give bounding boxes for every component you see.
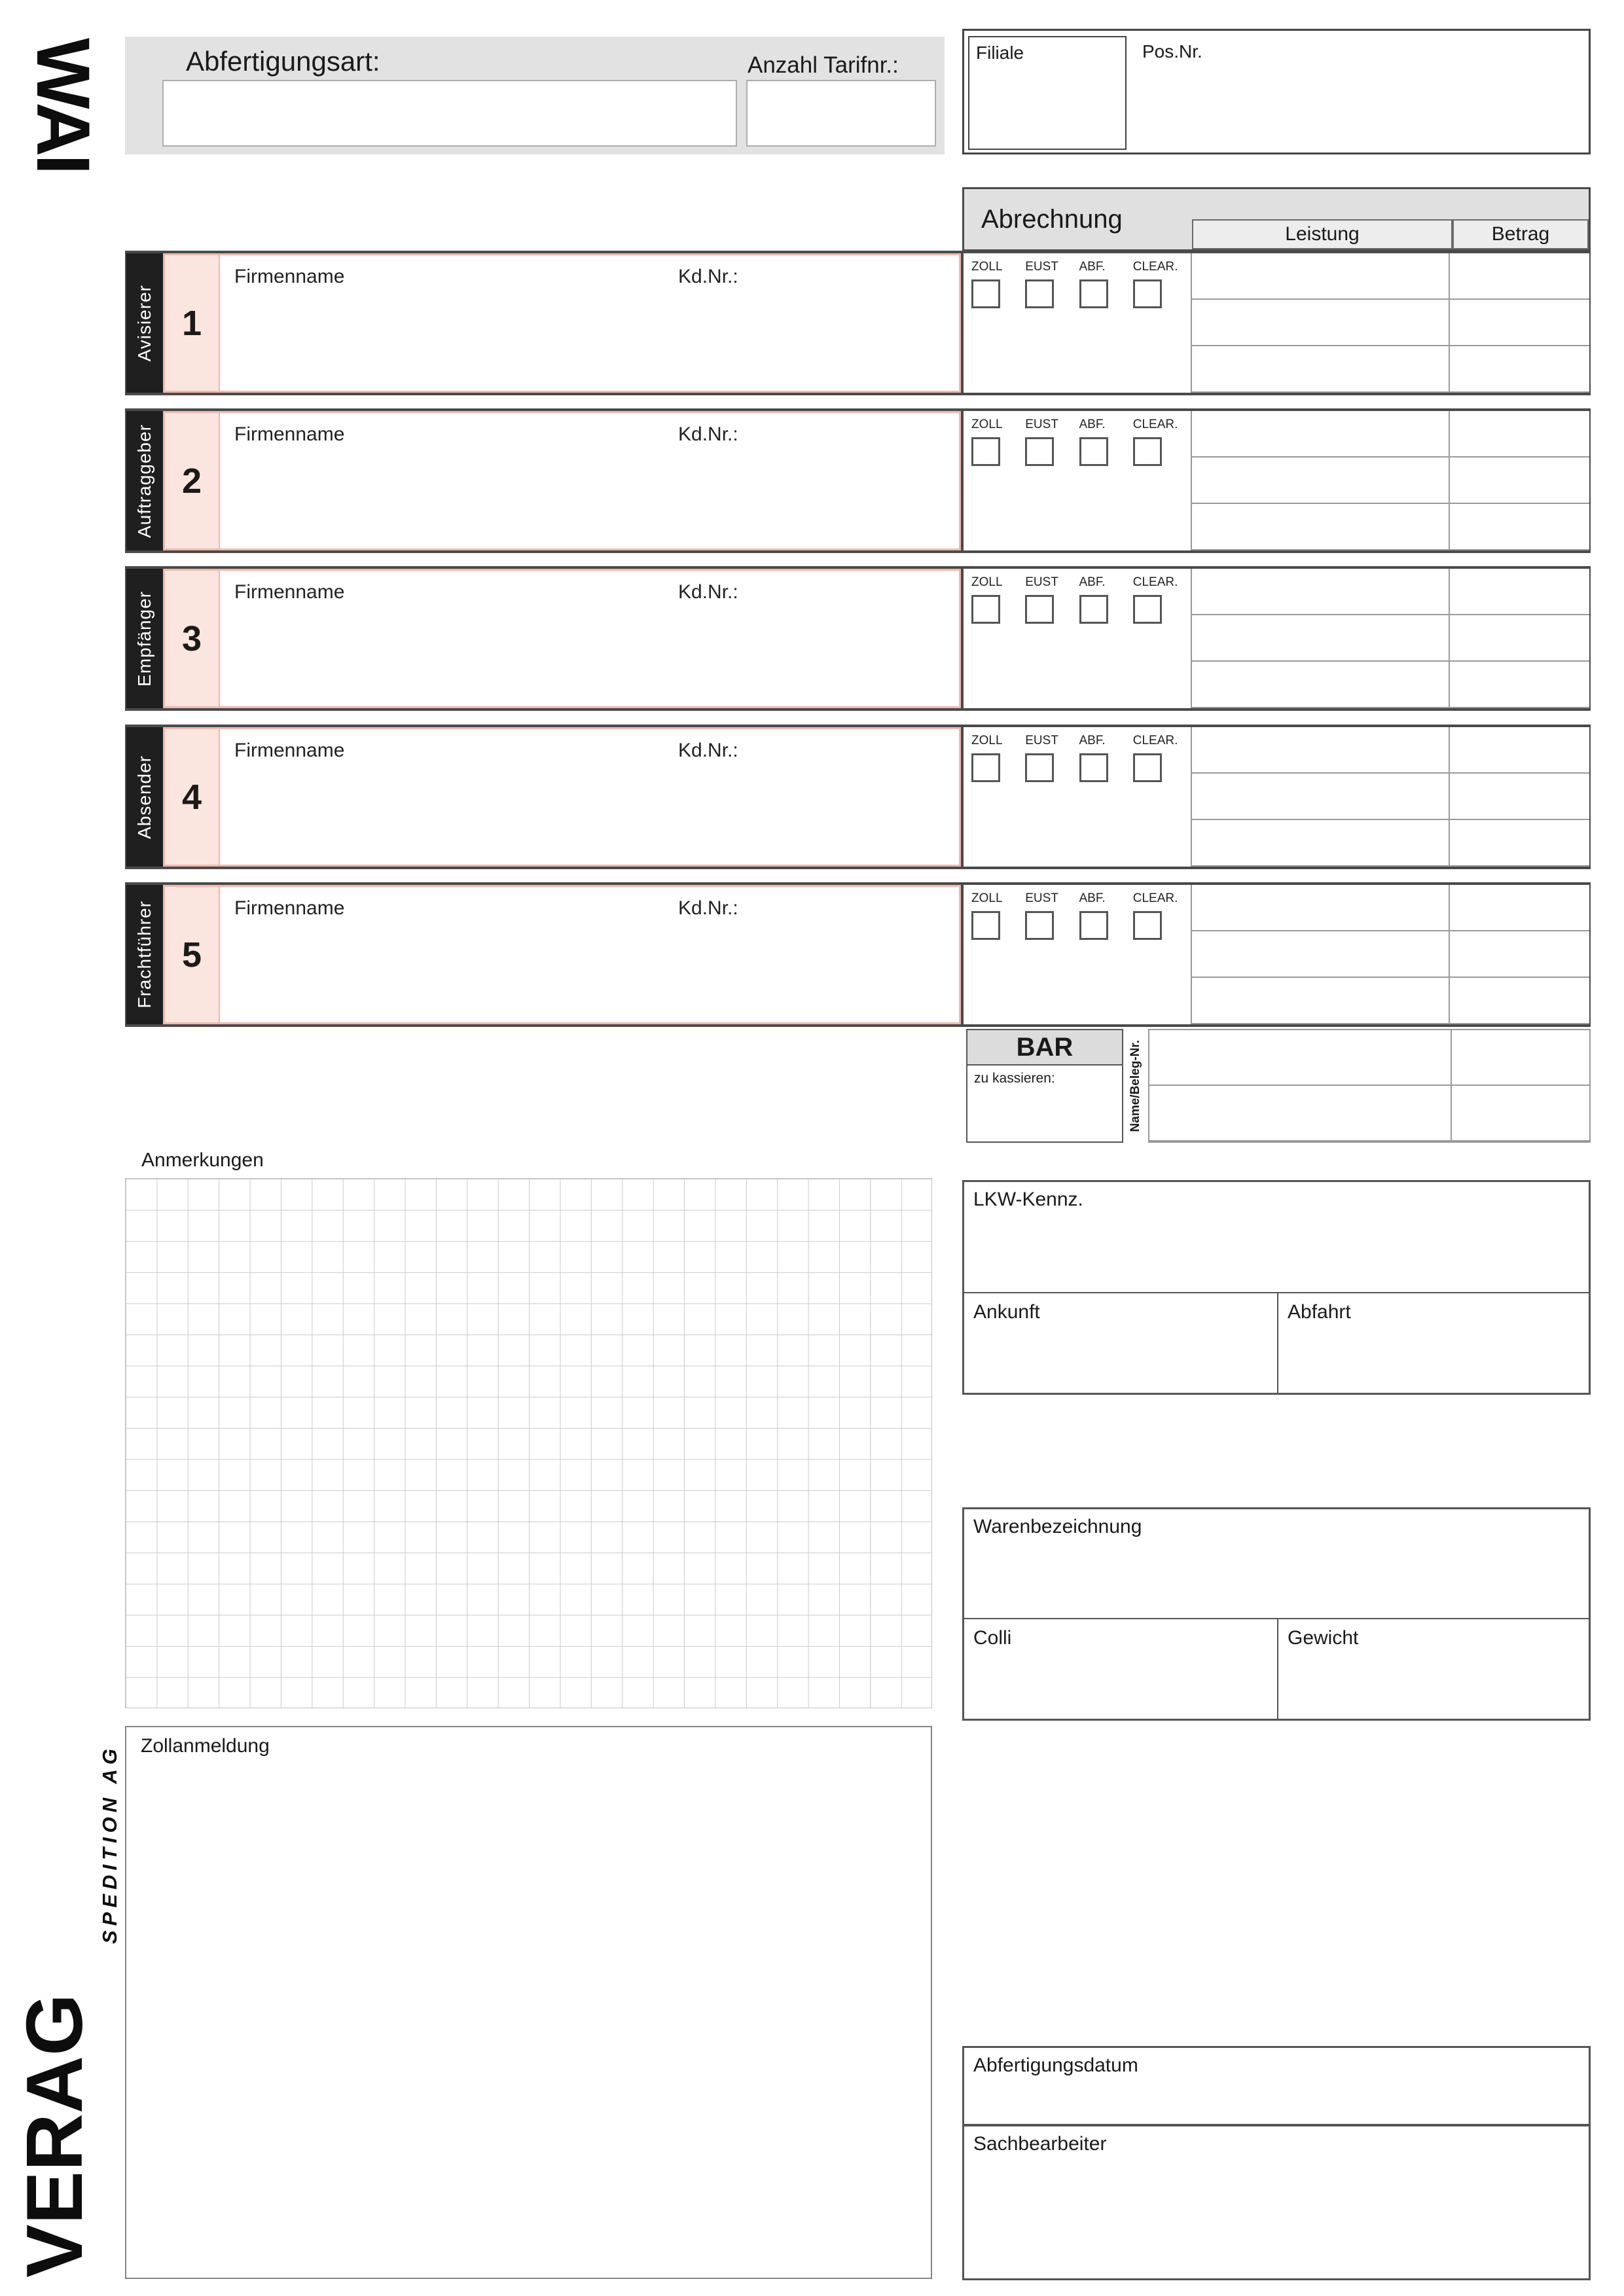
clear-label: CLEAR. <box>1132 575 1178 589</box>
abfertigungsart-label: Abfertigungsart: <box>186 46 380 77</box>
customs-checkbox-area <box>964 885 1192 1024</box>
party-company-field[interactable] <box>220 571 959 706</box>
party-company-field[interactable] <box>220 729 959 865</box>
anzahl-tarifnr-field[interactable] <box>746 80 936 147</box>
billing-cell-row[interactable] <box>1192 727 1589 774</box>
eust-checkbox[interactable] <box>1025 595 1054 624</box>
party-field-wrap <box>163 727 961 867</box>
customs-checkbox-area <box>964 253 1192 393</box>
party-number: 4 <box>165 729 220 865</box>
filiale-label: Filiale <box>976 43 1024 63</box>
colli-label: Colli <box>973 1627 1012 1649</box>
wai-logo: WAI <box>21 38 105 173</box>
eust-label: EUST <box>1025 575 1058 589</box>
eust-checkbox[interactable] <box>1025 911 1054 940</box>
clear-checkbox[interactable] <box>1133 437 1162 466</box>
gewicht-label: Gewicht <box>1288 1627 1359 1649</box>
party-role-label: Auftraggeber <box>134 423 154 538</box>
abf-label: ABF. <box>1079 418 1106 431</box>
billing-cell-row[interactable] <box>1192 931 1589 978</box>
billing-cell-row[interactable] <box>1192 346 1589 393</box>
eust-option <box>1025 575 1079 708</box>
bar-title: BAR <box>966 1029 1123 1066</box>
lkw-kennz-field[interactable] <box>962 1180 1591 1395</box>
eust-checkbox[interactable] <box>1025 437 1054 466</box>
firmenname-label: Firmenname <box>234 423 345 445</box>
bar-cell-row[interactable] <box>1149 1030 1589 1086</box>
column-divider <box>1449 727 1450 867</box>
party-role-box <box>126 411 163 550</box>
column-divider <box>1449 253 1450 393</box>
party-field-wrap <box>163 411 961 550</box>
party-row-auftraggeber <box>125 408 962 553</box>
abfertigungsdatum-field[interactable] <box>962 2046 1591 2126</box>
ankunft-label: Ankunft <box>973 1301 1040 1323</box>
party-company-field[interactable] <box>220 887 959 1022</box>
abf-checkbox[interactable] <box>1079 753 1108 782</box>
divider <box>1277 1293 1278 1393</box>
firmenname-label: Firmenname <box>234 266 345 287</box>
customs-checkbox-area <box>964 569 1192 708</box>
zoll-option <box>971 891 1025 1024</box>
party-field-wrap <box>163 569 961 708</box>
party-row-frachtfuehrer <box>125 882 962 1027</box>
kdnr-label: Kd.Nr.: <box>678 581 738 603</box>
party-role-label: Empfänger <box>134 590 154 687</box>
betrag-column-header: Betrag <box>1453 219 1589 249</box>
party-number: 2 <box>165 413 220 548</box>
abf-label: ABF. <box>1079 575 1106 589</box>
warenbezeichnung-label: Warenbezeichnung <box>973 1516 1142 1537</box>
leistung-betrag-cells <box>1192 885 1589 1024</box>
clear-checkbox[interactable] <box>1133 279 1162 308</box>
billing-cell-row[interactable] <box>1192 504 1589 550</box>
billing-cell-row[interactable] <box>1192 820 1589 867</box>
customs-checkbox-area <box>964 411 1192 550</box>
eust-option <box>1025 891 1079 1024</box>
zollanmeldung-label: Zollanmeldung <box>141 1735 270 1757</box>
abf-checkbox[interactable] <box>1079 595 1108 624</box>
name-beleg-label: Name/Beleg-Nr. <box>1128 1039 1142 1132</box>
zu-kassieren-field[interactable] <box>966 1066 1123 1143</box>
zoll-option <box>971 418 1025 550</box>
anzahl-tarifnr-label: Anzahl Tarifnr.: <box>748 52 899 78</box>
billing-cell-row[interactable] <box>1192 615 1589 662</box>
kdnr-label: Kd.Nr.: <box>678 740 738 761</box>
party-number: 3 <box>165 571 220 706</box>
party-field-wrap <box>163 253 961 393</box>
party-role-label: Absender <box>134 755 154 839</box>
sachbearbeiter-field[interactable] <box>962 2125 1591 2280</box>
zoll-checkbox[interactable] <box>971 279 1000 308</box>
zollanmeldung-field[interactable] <box>125 1726 932 2279</box>
kdnr-label: Kd.Nr.: <box>678 423 738 445</box>
column-divider <box>1449 411 1450 550</box>
clear-label: CLEAR. <box>1132 891 1178 905</box>
name-beleg-strip <box>1123 1029 1148 1143</box>
abf-option <box>1079 734 1133 867</box>
party-row-empfaenger <box>125 566 962 711</box>
leistung-column-header: Leistung <box>1192 219 1453 249</box>
eust-option <box>1025 260 1079 393</box>
party-role-label: Frachtführer <box>134 901 154 1009</box>
billing-cell-row[interactable] <box>1192 978 1589 1024</box>
abf-label: ABF. <box>1079 734 1106 747</box>
clear-option <box>1133 418 1187 550</box>
party-row-avisierer <box>125 251 962 395</box>
column-divider <box>1449 885 1450 1024</box>
sachbearbeiter-label: Sachbearbeiter <box>973 2133 1107 2155</box>
firmenname-label: Firmenname <box>234 581 345 603</box>
customs-checkbox-area <box>964 727 1192 867</box>
party-role-label: Avisierer <box>134 284 154 362</box>
eust-checkbox[interactable] <box>1025 279 1054 308</box>
firmenname-label: Firmenname <box>234 740 345 761</box>
abrechnung-row-2 <box>962 408 1591 553</box>
billing-cell-row[interactable] <box>1192 411 1589 457</box>
divider <box>964 1618 1589 1619</box>
abrechnung-row-1 <box>962 251 1591 395</box>
zoll-label: ZOLL <box>971 891 1003 905</box>
verag-logo: VERAG <box>10 1994 99 2278</box>
abfahrt-label: Abfahrt <box>1288 1301 1351 1323</box>
eust-option <box>1025 418 1079 550</box>
billing-cell-row[interactable] <box>1192 457 1589 504</box>
anmerkungen-grid[interactable] <box>125 1178 932 1708</box>
kdnr-label: Kd.Nr.: <box>678 266 738 287</box>
anmerkungen-label: Anmerkungen <box>141 1149 264 1171</box>
eust-option <box>1025 734 1079 867</box>
abrechnung-row-4 <box>962 725 1591 869</box>
abf-option <box>1079 260 1133 393</box>
zoll-checkbox[interactable] <box>971 911 1000 940</box>
zoll-option <box>971 260 1025 393</box>
clear-checkbox[interactable] <box>1133 595 1162 624</box>
kdnr-label: Kd.Nr.: <box>678 897 738 919</box>
abf-option <box>1079 575 1133 708</box>
column-divider <box>1451 1030 1452 1141</box>
zoll-label: ZOLL <box>971 734 1003 747</box>
abrechnung-title: Abrechnung <box>981 205 1123 234</box>
clear-label: CLEAR. <box>1132 418 1178 431</box>
abfertigungsdatum-label: Abfertigungsdatum <box>973 2054 1138 2076</box>
party-role-box <box>126 569 163 708</box>
party-row-absender <box>125 725 962 869</box>
leistung-betrag-cells <box>1192 727 1589 867</box>
zoll-label: ZOLL <box>971 418 1003 431</box>
abf-option <box>1079 418 1133 550</box>
eust-label: EUST <box>1025 418 1058 431</box>
party-role-box <box>126 727 163 867</box>
firmenname-label: Firmenname <box>234 897 345 919</box>
zoll-checkbox[interactable] <box>971 437 1000 466</box>
divider <box>964 1292 1589 1293</box>
zoll-checkbox[interactable] <box>971 753 1000 782</box>
bar-cell-row[interactable] <box>1149 1086 1589 1141</box>
warenbezeichnung-field[interactable] <box>962 1507 1591 1721</box>
billing-cell-row[interactable] <box>1192 253 1589 300</box>
abfertigungsart-field[interactable] <box>162 80 737 147</box>
clear-label: CLEAR. <box>1132 734 1178 747</box>
zoll-checkbox[interactable] <box>971 595 1000 624</box>
divider <box>1277 1619 1278 1719</box>
billing-cell-row[interactable] <box>1192 662 1589 708</box>
leistung-betrag-cells <box>1192 411 1589 550</box>
party-field-wrap <box>163 885 961 1024</box>
abrechnung-row-3 <box>962 566 1591 711</box>
billing-cell-row[interactable] <box>1192 885 1589 931</box>
billing-cell-row[interactable] <box>1192 569 1589 615</box>
zu-kassieren-label: zu kassieren: <box>974 1071 1055 1086</box>
abrechnung-header <box>962 187 1591 251</box>
zoll-option <box>971 734 1025 867</box>
filiale-field[interactable] <box>968 36 1127 150</box>
party-company-field[interactable] <box>220 255 959 391</box>
abrechnung-row-5 <box>962 882 1591 1027</box>
column-divider <box>1449 569 1450 708</box>
filiale-posnr-box <box>962 29 1591 154</box>
abf-checkbox[interactable] <box>1079 437 1108 466</box>
party-company-field[interactable] <box>220 413 959 548</box>
abf-label: ABF. <box>1079 891 1106 905</box>
party-number: 1 <box>165 255 220 391</box>
clear-option <box>1133 575 1187 708</box>
leistung-betrag-cells <box>1192 569 1589 708</box>
bar-cells <box>1148 1029 1591 1143</box>
eust-label: EUST <box>1025 260 1058 274</box>
clear-checkbox[interactable] <box>1133 911 1162 940</box>
eust-checkbox[interactable] <box>1025 753 1054 782</box>
clear-label: CLEAR. <box>1132 260 1178 274</box>
abf-checkbox[interactable] <box>1079 911 1108 940</box>
leistung-betrag-cells <box>1192 253 1589 393</box>
abf-label: ABF. <box>1079 260 1106 274</box>
clear-option <box>1133 260 1187 393</box>
clear-option <box>1133 891 1187 1024</box>
clear-checkbox[interactable] <box>1133 753 1162 782</box>
pos-nr-label: Pos.Nr. <box>1142 41 1202 62</box>
zoll-label: ZOLL <box>971 260 1003 274</box>
eust-label: EUST <box>1025 891 1058 905</box>
abf-checkbox[interactable] <box>1079 279 1108 308</box>
eust-label: EUST <box>1025 734 1058 747</box>
billing-cell-row[interactable] <box>1192 300 1589 346</box>
zoll-option <box>971 575 1025 708</box>
party-role-box <box>126 253 163 393</box>
party-number: 5 <box>165 887 220 1022</box>
verag-sub-logo: SPEDITION AG <box>98 1744 121 1944</box>
party-role-box <box>126 885 163 1024</box>
billing-cell-row[interactable] <box>1192 774 1589 820</box>
clear-option <box>1133 734 1187 867</box>
abf-option <box>1079 891 1133 1024</box>
lkw-kennz-label: LKW-Kennz. <box>973 1189 1083 1210</box>
zoll-label: ZOLL <box>971 575 1003 589</box>
